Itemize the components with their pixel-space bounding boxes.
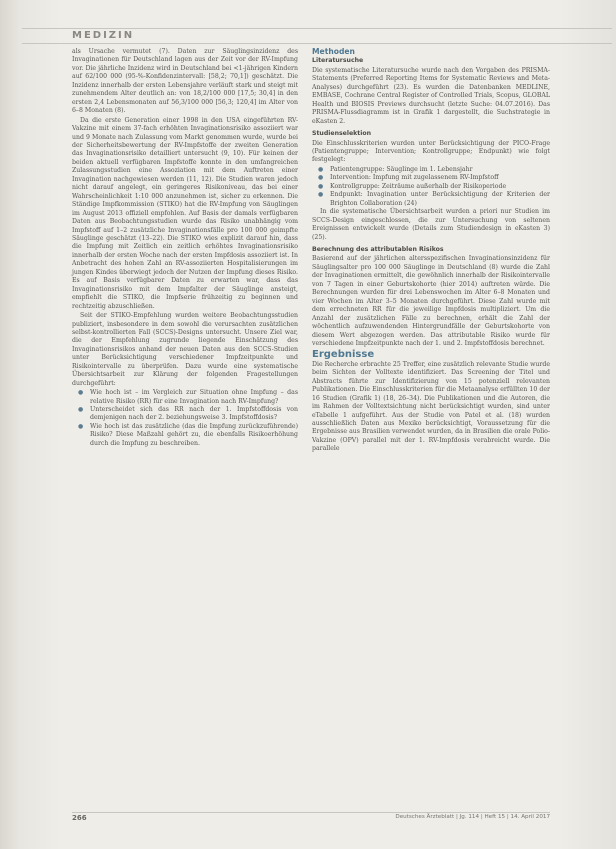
body-paragraph: als Ursache vermutet (7). Daten zur Säuglingsinzidenz des Invaginationen für Deutschland lagen aus der Zeit vor der RV-Impfung vor. Die jährliche Inzidenz wird in Deutschland bei <1-jährigen Kindern auf 62/100 000 (95-%-Konfidenzintervall: [58,2; 70,1]) geschätzt. Die Inzidenz innerhalb der ersten Lebensjahre verläuft stark und steigt mit zunehmendem Alter deutlich an: von 18,2/100 000 [17,5; 30,4] in den ersten 2,4 Lebensmonaten auf 56,3/100 000 [56,3; 120,4] im Alter von 6–8 Monaten (8). — [72, 48, 298, 115]
body-paragraph: Da die erste Generation einer 1998 in den USA eingeführten RV-Vakzine mit einem 37-fach erhöhten Invaginationsrisiko assoziiert war und 9 Monate nach Zulassung vom Markt genommen wurde, wurde bei der Sicherheitsbewertung der RV-Impfstoffe der zweiten Generation das Invaginationsrisiko detailliert untersucht (9, 10). Für keinen der beiden aktuell verfügbaren Impfstoffe konnte in den umfangreichen Zulassungsstudien eine Assoziation mit dem Auftreten einer Invagination nachgewiesen werden (11, 12). Die Studien waren jedoch nicht darauf angelegt, ein geringeres Risikoniveau, das bei einer Wahrscheinlichkeit 1:10 000 anzunehmen ist, sicher zu erkennen. Die Ständige Impfkommission (STIKO) hat die RV-Impfung von Säuglingen im August 2013 offiziell empfohlen. Auf Basis der damals verfügbaren Daten aus Beobachtungsstudien wurde das Risiko unabhängig vom Impfstoff auf 1–2 zusätzliche Invaginationsfälle pro 100 000 geimpfte Säuglinge geschätzt (13–22). Die STIKO wies explizit darauf hin, dass die Impfung mit Zeitlich ein zeitlich erhöhtes Invaginationsrisiko innerhalb der ersten Woche nach der ersten Impfdosis assoziiert ist. In Anbetracht des hohen Zahl an RV-assoziierten Hospitalisierungen im jungen Kindes überwiegt jedoch der Nutzen der Impfung dieses Risiko. Es auf Basis verfügbarer Daten zu erwarten war, dass das Invaginationsrisiko mit dem Impfalter der Säuglinge ansteigt, empfiehlt die STIKO, die Impfserie frühzeitig zu beginnen und rechtzeitig abzuschließen. — [72, 116, 298, 310]
question-item: ● Wie hoch ist – im Vergleich zur Situation ohne Impfung – das relative Risiko (RR) für eine Invagination nach RV-Impfung? — [90, 389, 298, 406]
pico-item: ● Intervention: Impfung mit zugelassenem RV-Impfstoff — [330, 174, 550, 182]
body-paragraph: Seit der STIKO-Empfehlung wurden weitere Beobachtungsstudien publiziert, insbesondere in dem sowohl die verursachten zusätzlichen selbst-kontrollierten Fall (SCCS)-Designs untersucht. Unsere Ziel war, die der Empfehlung zugrunde liegende Einschätzung des Invaginationsrisikos anhand der neuen Daten aus den SCCS-Studien unter Berücksichtigung verschiedener Impfzeitpunkte und Risikointervalle zu überprüfen. Dazu wurde eine systematische Übersichtsarbeit zur Klärung der folgenden Fragestellungen durchgeführt: — [72, 312, 298, 387]
lit-search-heading: Literatursuche — [312, 57, 364, 65]
lit-search-text: Die systematische Literatursuche wurde nach den Vorgaben des PRISMA-Statements (Preferred Reporting Items for Systematic Reviews and Meta-Analyses) durchgeführt (23). Es wurden die Datenbanken MEDLINE, EMBASE, Cochrane Central Register of Controlled Trials, Scopus, GLOBAL Health und BIOSIS Previews durchsucht (letzte Suche: 04.07.2016). Das PRISMA-Flussdiagramm ist in Grafik 1 dargestellt, die Suchstrategie in eKasten 2. — [312, 66, 550, 125]
inclusion-intro: Die Einschlusskriterien wurden unter Berücksichtigung der PICO-Frage (Patientengruppe; Intervention; Kontrollgruppe; Endpunkt) wie folgt festgelegt: — [312, 139, 550, 164]
question-list — [72, 389, 298, 448]
journal-reference: Deutsches Ärzteblatt | Jg. 114 | Heft 15 | 14. April 2017 — [395, 814, 550, 820]
pico-item: ● Patientengruppe: Säuglinge im 1. Lebensjahr — [330, 166, 550, 174]
inclusion-heading: Studienselektion — [312, 130, 372, 138]
footer-rule — [72, 812, 550, 813]
calc-heading: Berechnung des attributablen Risikos — [312, 245, 444, 253]
pico-item: ● Endpunkt: Invagination unter Berücksichtigung der Kriterien der Brighton Collaboration (24) — [330, 191, 550, 208]
left-column — [72, 48, 298, 448]
page-number: 266 — [72, 814, 87, 822]
right-column — [312, 48, 550, 455]
question-item: ● Wie hoch ist das zusätzliche (das die Impfung zurückzuführende) Risiko? Diese Maßzahl gehört zu, die ebenfalls Risikoerhöhung durch die Impfung zu beschreiben. — [90, 423, 298, 448]
section-name: MEDIZIN — [72, 30, 135, 41]
pico-item: ● Kontrollgruppe: Zeiträume außerhalb der Risikoperiode — [330, 183, 550, 191]
pico-list — [312, 166, 550, 208]
results-text: Die Recherche erbrachte 25 Treffer, eine zusätzlich relevante Studie wurde beim Sichten der Volltexte identifiziert. Das Screening der Titel und Abstracts führte zur Identifizierung von 15 potenziell relevanten Publikationen. Die Einschlusskriterien für die Metaanalyse erfüllten 10 der 16 Studien (Grafik 1) (18, 26–34). Die Publikationen und die Autoren, die im Rahmen der Volltextsichtung nicht berücksichtigt wurden, sind unter eTabelle 1 aufgeführt. Aus der Studie von Patel et al. (18) wurden ausschließlich Daten aus Mexiko berücksichtigt, Voraussetzung für die Ergebnisse aus Brasilien verwendet wurden, da in Brasilien die orale Polio-Vakzine (OPV) parallel mit der 1. RV-Impfdosis verabreicht wurde. Die parallele — [312, 360, 550, 453]
methods-heading: Methoden — [312, 47, 355, 56]
question-item: ● Unterscheidet sich das RR nach der 1. Impfstoffdosis von demjenigen nach der 2. beziehungsweise 3. Impfstoffdosis? — [90, 406, 298, 423]
results-heading: Ergebnisse — [312, 349, 375, 361]
calc-text: Basierend auf der jährlichen altersspezifischen Invaginationsinzidenz für Säuglingsalter pro 100 000 Säuglinge in Deutschland (8) wurde die Zahl der Invaginationen ermittelt, die gewöhnlich innerhalb der Risikointervalle von 7 Tagen in einer Geburtskohorte (hier 2014) auftreten würde. Die Berechnungen wurden für drei Lebenswochen im Alter 6–8 Monaten und vier Wochen im Alter 3–5 Monaten durchgeführt. Diese Zahl wurde mit dem errechneten RR für die jeweilige Impfdosis multipliziert. Um die Anzahl der zusätzlichen Fälle zu berechnen, erhält die Zahl der wöchentlich aufzuwendenden Hintergrundfälle der Geburtskohorte von diesem Wert abgezogen werden. Das attributable Risiko wurde für verschiedene Impfzeitpunkte nach der 1. und 2. Impfstoffdosis berechnet. — [312, 255, 550, 347]
inclusion-text: In die systematische Übersichtsarbeit wurden a priori nur Studien im SCCS-Design eingeschlossen, die zur Untersuchung von seltenen Ereignissen entwickelt wurde (Details zum Studiendesign in eKasten 3) (25). — [312, 208, 550, 241]
